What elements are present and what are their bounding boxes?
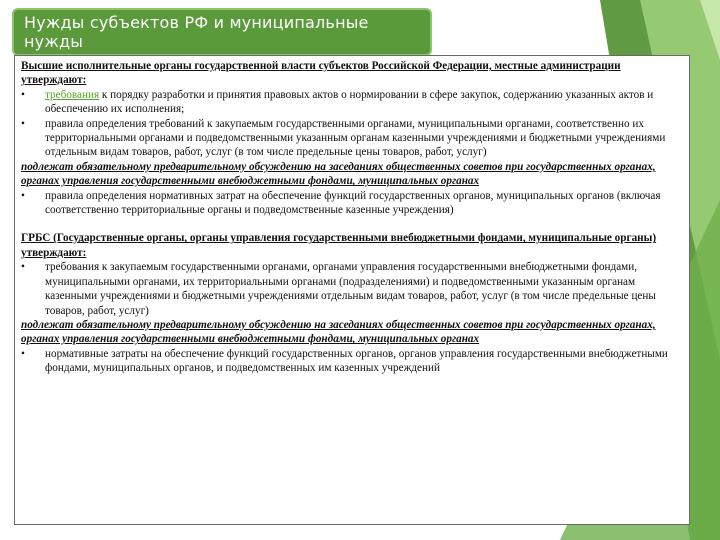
- section1-item-3: [21, 189, 683, 218]
- bullet-icon: •: [21, 117, 25, 130]
- section2-item-2-text: нормативные затраты на обеспечение функций государственных органов, органов управления государственными внебюджетными фондами, муниципальных органов, и подведомственных им казенных учреждений: [45, 347, 668, 375]
- section1-heading: Высшие исполнительные органы государственной власти субъектов Российской Федерации, местные администрации утверждают:: [21, 60, 621, 87]
- bullet-icon: •: [21, 88, 25, 101]
- section1-item-2: [21, 117, 683, 160]
- section2-item-1-text: требования к закупаемым государственными органами, органами управления государственными внебюджетными фондами, муниципальными органами, их территориальными органами (подразделениями) и подведомственными указанным органам казенными учреждениями и бюджетными учреждениями отдельным видам товаров, работ, услуг (в том числе предельные цены товаров, работ, услуг): [45, 261, 656, 317]
- section1-note: подлежат обязательному предварительному обсуждению на заседаниях общественных советов при государственных органах, органах управления государственными внебюджетными фондами, муниципальных органах: [21, 160, 656, 188]
- section2-item-1: [21, 260, 683, 318]
- bullet-icon: •: [21, 347, 25, 360]
- section1-item-2-text: правила определения требований к закупаемым государственными органами, муниципальными органами, соответственно их территориальными органами и подведомственными указанным органам казенными учреждениями и бюджетными учреждениями отдельным видам товаров, работ, услуг (в том числе предельные цены товаров, работ, услуг): [45, 117, 666, 159]
- requirements-link[interactable]: требования: [45, 88, 100, 101]
- section2-note: подлежат обязательному предварительному обсуждению на заседаниях общественных советов при государственных органах, органах управления государственными внебюджетными фондами, муниципальных органах: [21, 318, 656, 346]
- section1-item-1: [21, 88, 683, 117]
- slide-title: Нужды субъектов РФ и муниципальные нужды: [12, 8, 432, 56]
- bullet-icon: •: [21, 261, 25, 274]
- section2-heading: ГРБС (Государственные органы, органы управления государственными внебюджетными фондами, муниципальные органы) утверждают:: [21, 232, 657, 259]
- section1-item-3-text: правила определения нормативных затрат на обеспечение функций государственных органов, муниципальных органов (включая соответственно территориальные органы и подведомственные казенные учреждения): [45, 189, 661, 217]
- bullet-icon: •: [21, 189, 25, 202]
- section1-item-1-text: к порядку разработки и принятия правовых актов о нормировании в сфере закупок, содержанию указанных актов и обеспечению их исполнения;: [45, 88, 654, 116]
- section-spacer: [21, 217, 683, 231]
- section2-item-2: [21, 347, 683, 376]
- content-panel: [14, 55, 690, 525]
